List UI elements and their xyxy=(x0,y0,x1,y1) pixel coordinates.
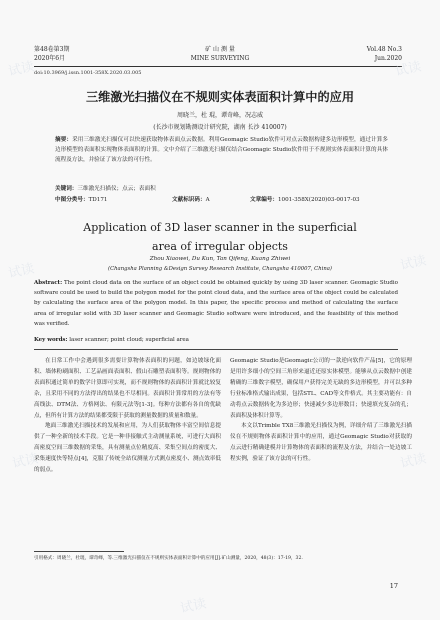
body-column-left xyxy=(34,356,221,476)
clc-label: 中图分类号： xyxy=(55,197,89,203)
watermark: 试读 xyxy=(179,596,208,617)
article-id xyxy=(250,195,360,203)
body-column-right xyxy=(230,356,412,465)
authors-en: Zhou Xiaowei, Du Kun, Tan Qifeng, Kuang Zhiwei xyxy=(149,256,291,262)
header-volume: 第48卷第3期 xyxy=(34,46,70,53)
watermark: 试读 xyxy=(7,59,36,80)
body-paragraph: 地面三维激光扫描技术的发展和应用，为人们获取物体丰富空间信息提供了一种全新的技术手段。它是一种非接触式主动测量系统，可进行大面积高密度空间三维数据的采集，具有测量点位精度高、采集空间点的密度大、采集速度快等特点[4]，克服了传统全站仪测量方式测点密度小、测点效率低的弱点。 xyxy=(34,423,221,474)
document-code-label: 文献标识码： xyxy=(172,197,206,203)
header-volume-en: Vol.48 No.3 xyxy=(366,46,402,53)
footnote-divider xyxy=(34,551,124,552)
header-divider xyxy=(34,66,402,67)
abstract-cn-text: 采用三维激光扫描仪可以快速获取物体表面点云数据。利用Geomagic Studio软件可对点云数据构建多边形模型，通过计算多边形模型的表面积实现物体表面积的计算。文中介绍了三维激光扫描仪结合Geomagic Studio软件用于不规则实体表面积计算的具体流程及方法，并验证了该方法的可行性。 xyxy=(55,137,388,163)
keywords-en-text: laser scanner; point cloud; superficial area xyxy=(69,337,189,343)
affiliation-cn: (长沙市规划勘测设计研究院，湖南 长沙 410007) xyxy=(153,124,287,131)
body-paragraph: 本文以Trimble TX8三维激光扫描仪为例，详细介绍了三维激光扫描仪在不规则物体表面积计算中的应用，通过Geomagic Studio对获取的点云进行精确建模并计算物体的表面积的流程及方法，并结合一处边坡工程实例，验证了该方法的可行性。 xyxy=(230,423,412,463)
keywords-cn-label: 关键词： xyxy=(55,186,78,192)
watermark: 试读 xyxy=(11,451,40,472)
clc-number xyxy=(55,195,107,203)
title-en-line1: Application of 3D laser scanner in the superficial xyxy=(83,221,357,234)
abstract-cn xyxy=(55,136,388,165)
abstract-en-text: The point cloud data on the surface of an object could be obtained quickly by using 3D laser scanner. Geomagic Studio software could be used to build the polygon model for the point cloud data, and the surface area of the object could be calculated by calculating the surface area of the polygon model. In this paper, the specific process and method of calculating the surface area of irregular solid with 3D laser scanner and Geomagic Studio software were introduced, and the feasibility of this method was verified. xyxy=(34,280,398,327)
title-en xyxy=(0,218,440,256)
keywords-cn-text: 三维激光扫描仪；点云；表面积 xyxy=(77,186,156,192)
citation-footnote: 引用格式：周晓兰，杜琨，谭奇峰，等.三维激光扫描仪在不规则实体表面积计算中的应用[J].矿山测量，2020，48(3)：17-19，32. xyxy=(34,556,303,561)
keywords-en-label: Key words: xyxy=(34,337,68,343)
header-date: 2020年6月 xyxy=(34,55,66,62)
header-journal-cn: 矿 山 测 量 xyxy=(205,46,235,53)
document-code-value: A xyxy=(205,197,210,203)
doi: doi:10.3969/j.issn.1001-358X.2020.03.005 xyxy=(34,70,142,76)
watermark: 试读 xyxy=(399,451,428,472)
watermark: 试读 xyxy=(7,261,36,282)
keywords-cn xyxy=(55,184,156,192)
header-journal-en: MINE SURVEYING xyxy=(190,55,250,62)
abstract-en xyxy=(34,278,398,329)
abstract-cn-label: 摘要： xyxy=(55,137,73,143)
header-date-en: Jun.2020 xyxy=(374,55,402,62)
affiliation-en: (Changsha Planning &Design Survey Research Institute, Changsha 410007, China) xyxy=(108,266,332,272)
article-id-label: 文章编号： xyxy=(250,197,278,203)
body-paragraph: Geomagic Studio是Geomagic公司的一款逆向软件产品[5]，它的原理是用许多细小的空间三角形来逼近还原实体模型。能够从点云数据中创建精确的三维数字模型，确保用户获得完美无缺的多边形模型，并可以多种行业标准格式输出成果，包括STL、CAD等文件格式。其主要功能有：自动将点云数据转化为多边形；快速减少多边形数目；快速填充复杂的孔；表面积及体积计算等。 xyxy=(230,358,412,419)
abstract-divider xyxy=(34,349,398,350)
keywords-en xyxy=(34,337,189,343)
clc-value: TD171 xyxy=(88,197,108,203)
watermark: 试读 xyxy=(394,59,423,80)
article-id-value: 1001-358X(2020)03-0017-03 xyxy=(277,197,360,203)
watermark: 试读 xyxy=(399,253,428,274)
body-paragraph: 在日常工作中会遇到很多需要计算物体表面积的问题，如边坡绿化面积、墙体粉刷面积、工艺品画面表面积、假山石雕塑表面积等。规则物体的表面积通过简单的数学计算即可实现，而不规则物体的表面积计算就比较复杂，且采用不同的方法得出的结果也不尽相同。表面积计算常用的方法有等高线法、DTM法、方格网法、有限元法等[1-3]。每种方法都有各自的优缺点，但所有计算方法的结果都受限于获取的测量数据的质量和数量。 xyxy=(34,358,221,419)
page-number: 17 xyxy=(389,582,398,590)
authors-cn: 周晓兰，杜 琨，谭奇峰，况志威 xyxy=(177,112,263,119)
abstract-en-label: Abstract: xyxy=(34,280,63,286)
title-en-line2: area of irregular objects xyxy=(152,240,288,253)
title-cn: 三维激光扫描仪在不规则实体表面积计算中的应用 xyxy=(85,90,355,104)
document-code xyxy=(172,195,210,203)
